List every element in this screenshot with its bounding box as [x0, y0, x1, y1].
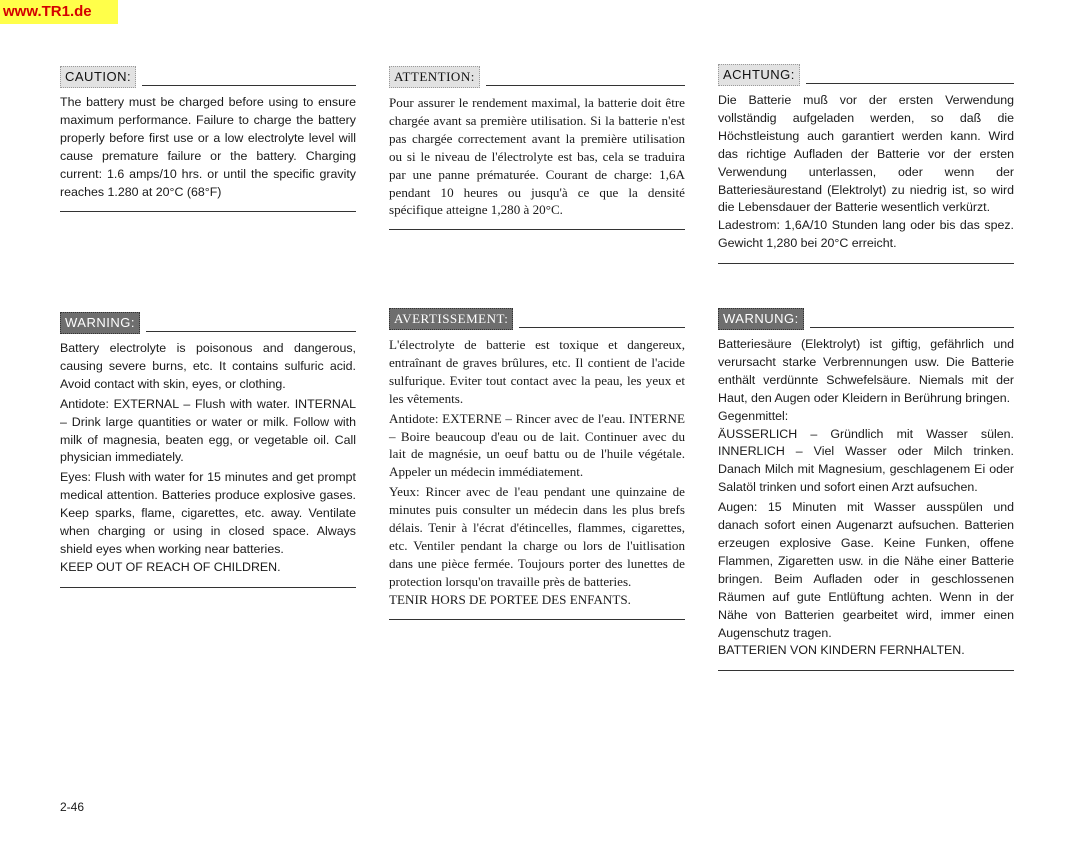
caution-section	[389, 64, 685, 230]
section-end-rule	[389, 229, 685, 230]
column-french	[389, 0, 685, 850]
section-end-rule	[718, 670, 1014, 671]
warning-label: WARNUNG:	[718, 308, 804, 330]
page-number: 2-46	[60, 800, 85, 814]
warning-label: AVERTISSEMENT:	[389, 308, 513, 330]
caution-label: CAUTION:	[60, 66, 136, 88]
watermark: www.TR1.de	[0, 0, 118, 24]
caution-section	[718, 62, 1014, 264]
caution-section	[60, 64, 356, 212]
warning-label: WARNING:	[60, 312, 140, 334]
section-end-rule	[60, 211, 356, 212]
warning-eyes-text: Eyes: Flush with water for 15 minutes and get prompt medical attention. Batteries produce explosive gases. Keep sparks, flame, cigarettes, etc. away. Ventilate when charging or using in closed space. Always shield eyes when working near batteries. KEEP OUT OF REACH OF CHILDREN.	[60, 470, 356, 574]
caution-heading	[60, 64, 356, 88]
caution-text: The battery must be charged before using to ensure maximum performance. Failure to charge the battery properly before first use or a low electrolyte level will cause premature failure or the battery. Charging current: 1.6 amps/10 hrs. or until the specific gravity reaches 1.280 at 20°C (68°F)	[60, 95, 356, 199]
section-end-rule	[389, 619, 685, 620]
warning-eyes-text: Augen: 15 Minuten mit Wasser ausspülen und danach sofort einen Augenarzt aufsuchen. Batterien erzeugen explosive Gase. Keine Funken, offene Flammen, Zigaretten usw. in die Nähe einer Batterie bringen. Beim Aufladen oder in geschlossenen Räumen auf gute Entlüftung achten. Wenn in der Nähe von Batterien gearbeitet wird, immer einen Augenschutz tragen. BATTERIEN VON KINDERN FERNHALTEN.	[718, 500, 1014, 658]
caution-label: ATTENTION:	[389, 66, 480, 88]
heading-rule	[146, 331, 356, 332]
caution-heading	[718, 62, 1014, 86]
caution-text: Pour assurer le rendement maximal, la batterie doit être chargée avant sa première utilisation. Si la batterie n'est pas chargée correctement avant la première utilisation ou si le niveau de l'électrolyte est bas, cela se traduira par une panne prématurée. Courant de charge: 1,6A pendant 10 heures ou jusqu'à ce que la densité spécifique atteigne 1,280 à 20°C.	[389, 95, 685, 218]
heading-rule	[142, 85, 356, 86]
caution-text: Die Batterie muß vor der ersten Verwendung vollständig aufgeladen werden, so daß die Höchstleistung auch garantiert werden kann. Wird das richtige Aufladen der Batterie vor der ersten Verwendung unterlassen, oder wenn der Batteriesäurestand (Elektrolyt) zu niedrig ist, so wird die Lebensdauer der Batterie wesentlich verkürzt. Ladestrom: 1,6A/10 Stunden lang oder bis das spez. Gewicht 1,280 bei 20°C erreicht.	[718, 93, 1014, 251]
warning-heading	[718, 306, 1014, 330]
column-german	[718, 0, 1014, 850]
warning-section	[718, 306, 1014, 671]
heading-rule	[806, 83, 1014, 84]
warning-antidote-text: Antidote: EXTERNE – Rincer avec de l'eau. INTERNE – Boire beaucoup d'eau ou de lait. Continuer avec du lait de magnésie, un oeuf battu ou de l'huile végétale. Appeler un médecin immédiatement.	[389, 410, 685, 480]
heading-rule	[810, 327, 1014, 328]
section-end-rule	[60, 587, 356, 588]
warning-text: Batteriesäure (Elektrolyt) ist giftig, gefährlich und verursacht starke Verbrennungen usw. Die Batterie enthält verdünnte Schwefelsäure. Niemals mit der Haut, den Augen oder Kleidern in Berührung bringen. Gegenmittel: ÄUSSERLICH – Gründlich mit Wasser sülen. INNERLICH – Viel Wasser oder Milch trinken. Danach Milch mit Magnesium, geschlagenem Ei oder Salatöl trinken und sofort einen Arzt aufsuchen.	[718, 337, 1014, 495]
warning-eyes-text: Yeux: Rincer avec de l'eau pendant une quinzaine de minutes puis consulter un médecin dans les plus brefs délais. Tenir à l'écrat d'étincelles, flammes, cigarettes, etc. Ventiler pendant la charge ou lors de l'uitlisation dans une pièce fermée. Toujours porter des lunettes de protection lorsqu'on travaille près de batteries. TENIR HORS DE PORTEE DES ENFANTS.	[389, 484, 685, 607]
warning-heading	[389, 306, 685, 330]
warning-antidote-text: Antidote: EXTERNAL – Flush with water. INTERNAL – Drink large quantities or water or milk. Follow with milk of magnesia, beaten egg, or vegetable oil. Call physician immediately.	[60, 396, 356, 465]
warning-heading	[60, 310, 356, 334]
heading-rule	[519, 327, 685, 328]
warning-text: Battery electrolyte is poisonous and dangerous, causing severe burns, etc. It contains sulfuric acid. Avoid contact with skin, eyes, or clothing.	[60, 341, 356, 391]
warning-section	[60, 310, 356, 588]
warning-text: L'électrolyte de batterie est toxique et dangereux, entraînant de graves brûlures, etc. Il contient de l'acide sulfurique. Eviter tout contact avec la peau, les yeux et les vêtements.	[389, 337, 685, 406]
caution-label: ACHTUNG:	[718, 64, 800, 86]
caution-heading	[389, 64, 685, 88]
warning-section	[389, 306, 685, 620]
heading-rule	[486, 85, 685, 86]
section-end-rule	[718, 263, 1014, 264]
column-english	[60, 0, 356, 850]
